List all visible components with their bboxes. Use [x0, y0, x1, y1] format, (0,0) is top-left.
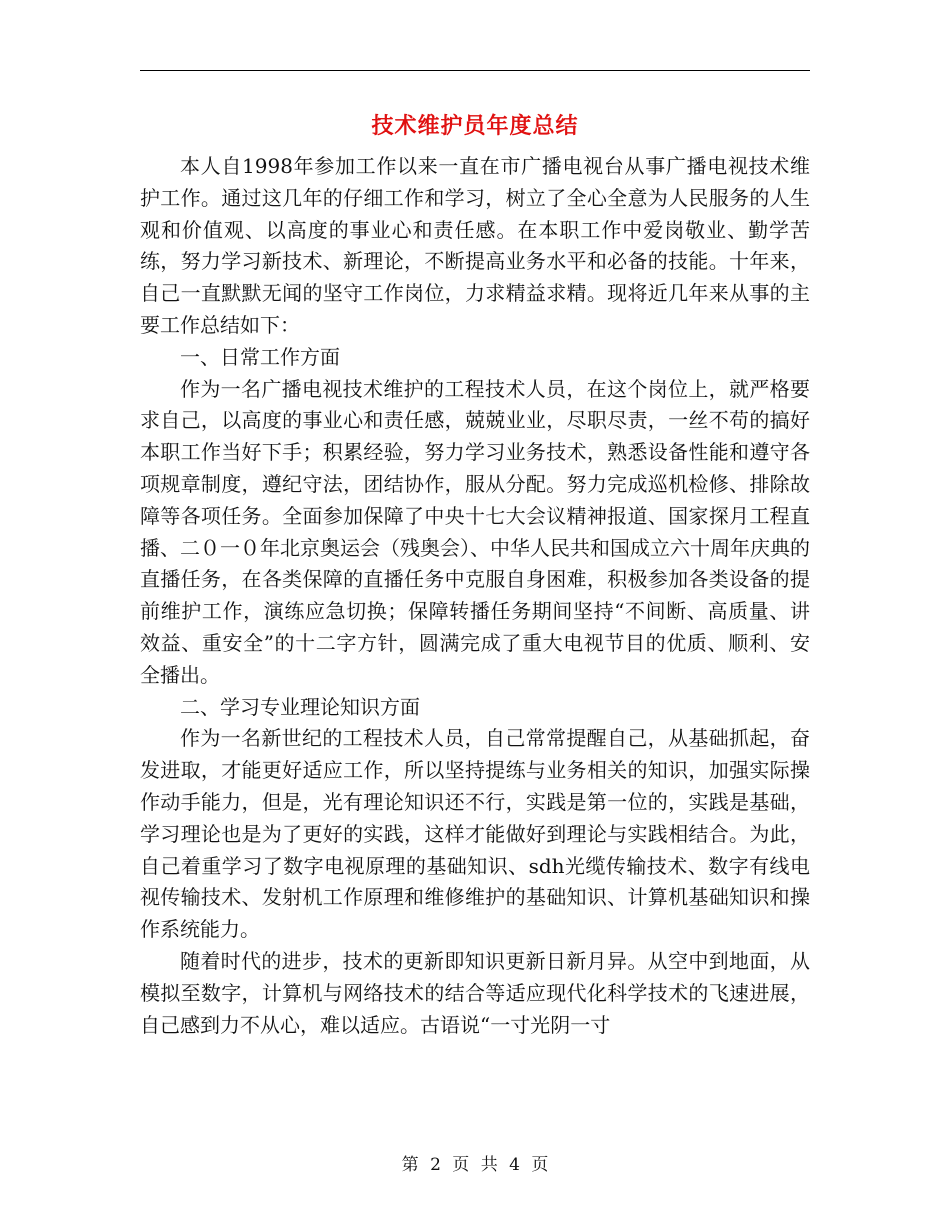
progress-paragraph: 随着时代的进步，技术的更新即知识更新日新月异。从空中到地面，从模拟至数字，计算机与网络技术的结合等适应现代化科学技术的飞速进展，自己感到力不从心，难以适应。古语说“一寸光阴一寸	[140, 948, 810, 1037]
document-body	[140, 151, 810, 1041]
document-title: 技术维护员年度总结	[371, 113, 579, 139]
section-heading-theory-study: 二、学习专业理论知识方面	[180, 694, 420, 719]
header-rule	[140, 70, 810, 71]
page-number-footer: 第 2 页 共 4 页	[401, 1155, 549, 1175]
theory-study-paragraph: 作为一名新世纪的工程技术人员，自己常常提醒自己，从基础抓起，奋发进取，才能更好适应工作，所以坚持提练与业务相关的知识，加强实际操作动手能力，但是，光有理论知识还不行，实践是第一位的，实践是基础，学习理论也是为了更好的实践，这样才能做好到理论与实践相结合。为此，自己着重学习了数字电视原理的基础知识、sdh光缆传输技术、数字有线电视传输技术、发射机工作原理和维修维护的基础知识、计算机基础知识和操作系统能力。	[140, 726, 810, 942]
daily-work-paragraph: 作为一名广播电视技术维护的工程技术人员，在这个岗位上，就严格要求自己，以高度的事业心和责任感，兢兢业业，尽职尽责，一丝不苟的搞好本职工作当好下手；积累经验，努力学习业务技术，熟悉设备性能和遵守各项规章制度，遵纪守法，团结协作，服从分配。努力完成巡机检修、排除故障等各项任务。全面参加保障了中央十七大会议精神报道、国家探月工程直播、二０一０年北京奥运会（残奥会）、中华人民共和国成立六十周年庆典的直播任务，在各类保障的直播任务中克服自身困难，积极参加各类设备的提前维护工作，演练应急切换；保障转播任务期间坚持“不间断、高质量、讲效益、重安全”的十二字方针，圆满完成了重大电视节目的优质、顺利、安全播出。	[140, 376, 810, 687]
section-heading-daily-work: 一、日常工作方面	[180, 344, 340, 369]
intro-paragraph: 本人自1998年参加工作以来一直在市广播电视台从事广播电视技术维护工作。通过这几年的仔细工作和学习，树立了全心全意为人民服务的人生观和价值观、以高度的事业心和责任感。在本职工作中爱岗敬业、勤学苦练，努力学习新技术、新理论，不断提高业务水平和必备的技能。十年来，自己一直默默无闻的坚守工作岗位，力求精益求精。现将近几年来从事的主要工作总结如下：	[140, 154, 810, 337]
